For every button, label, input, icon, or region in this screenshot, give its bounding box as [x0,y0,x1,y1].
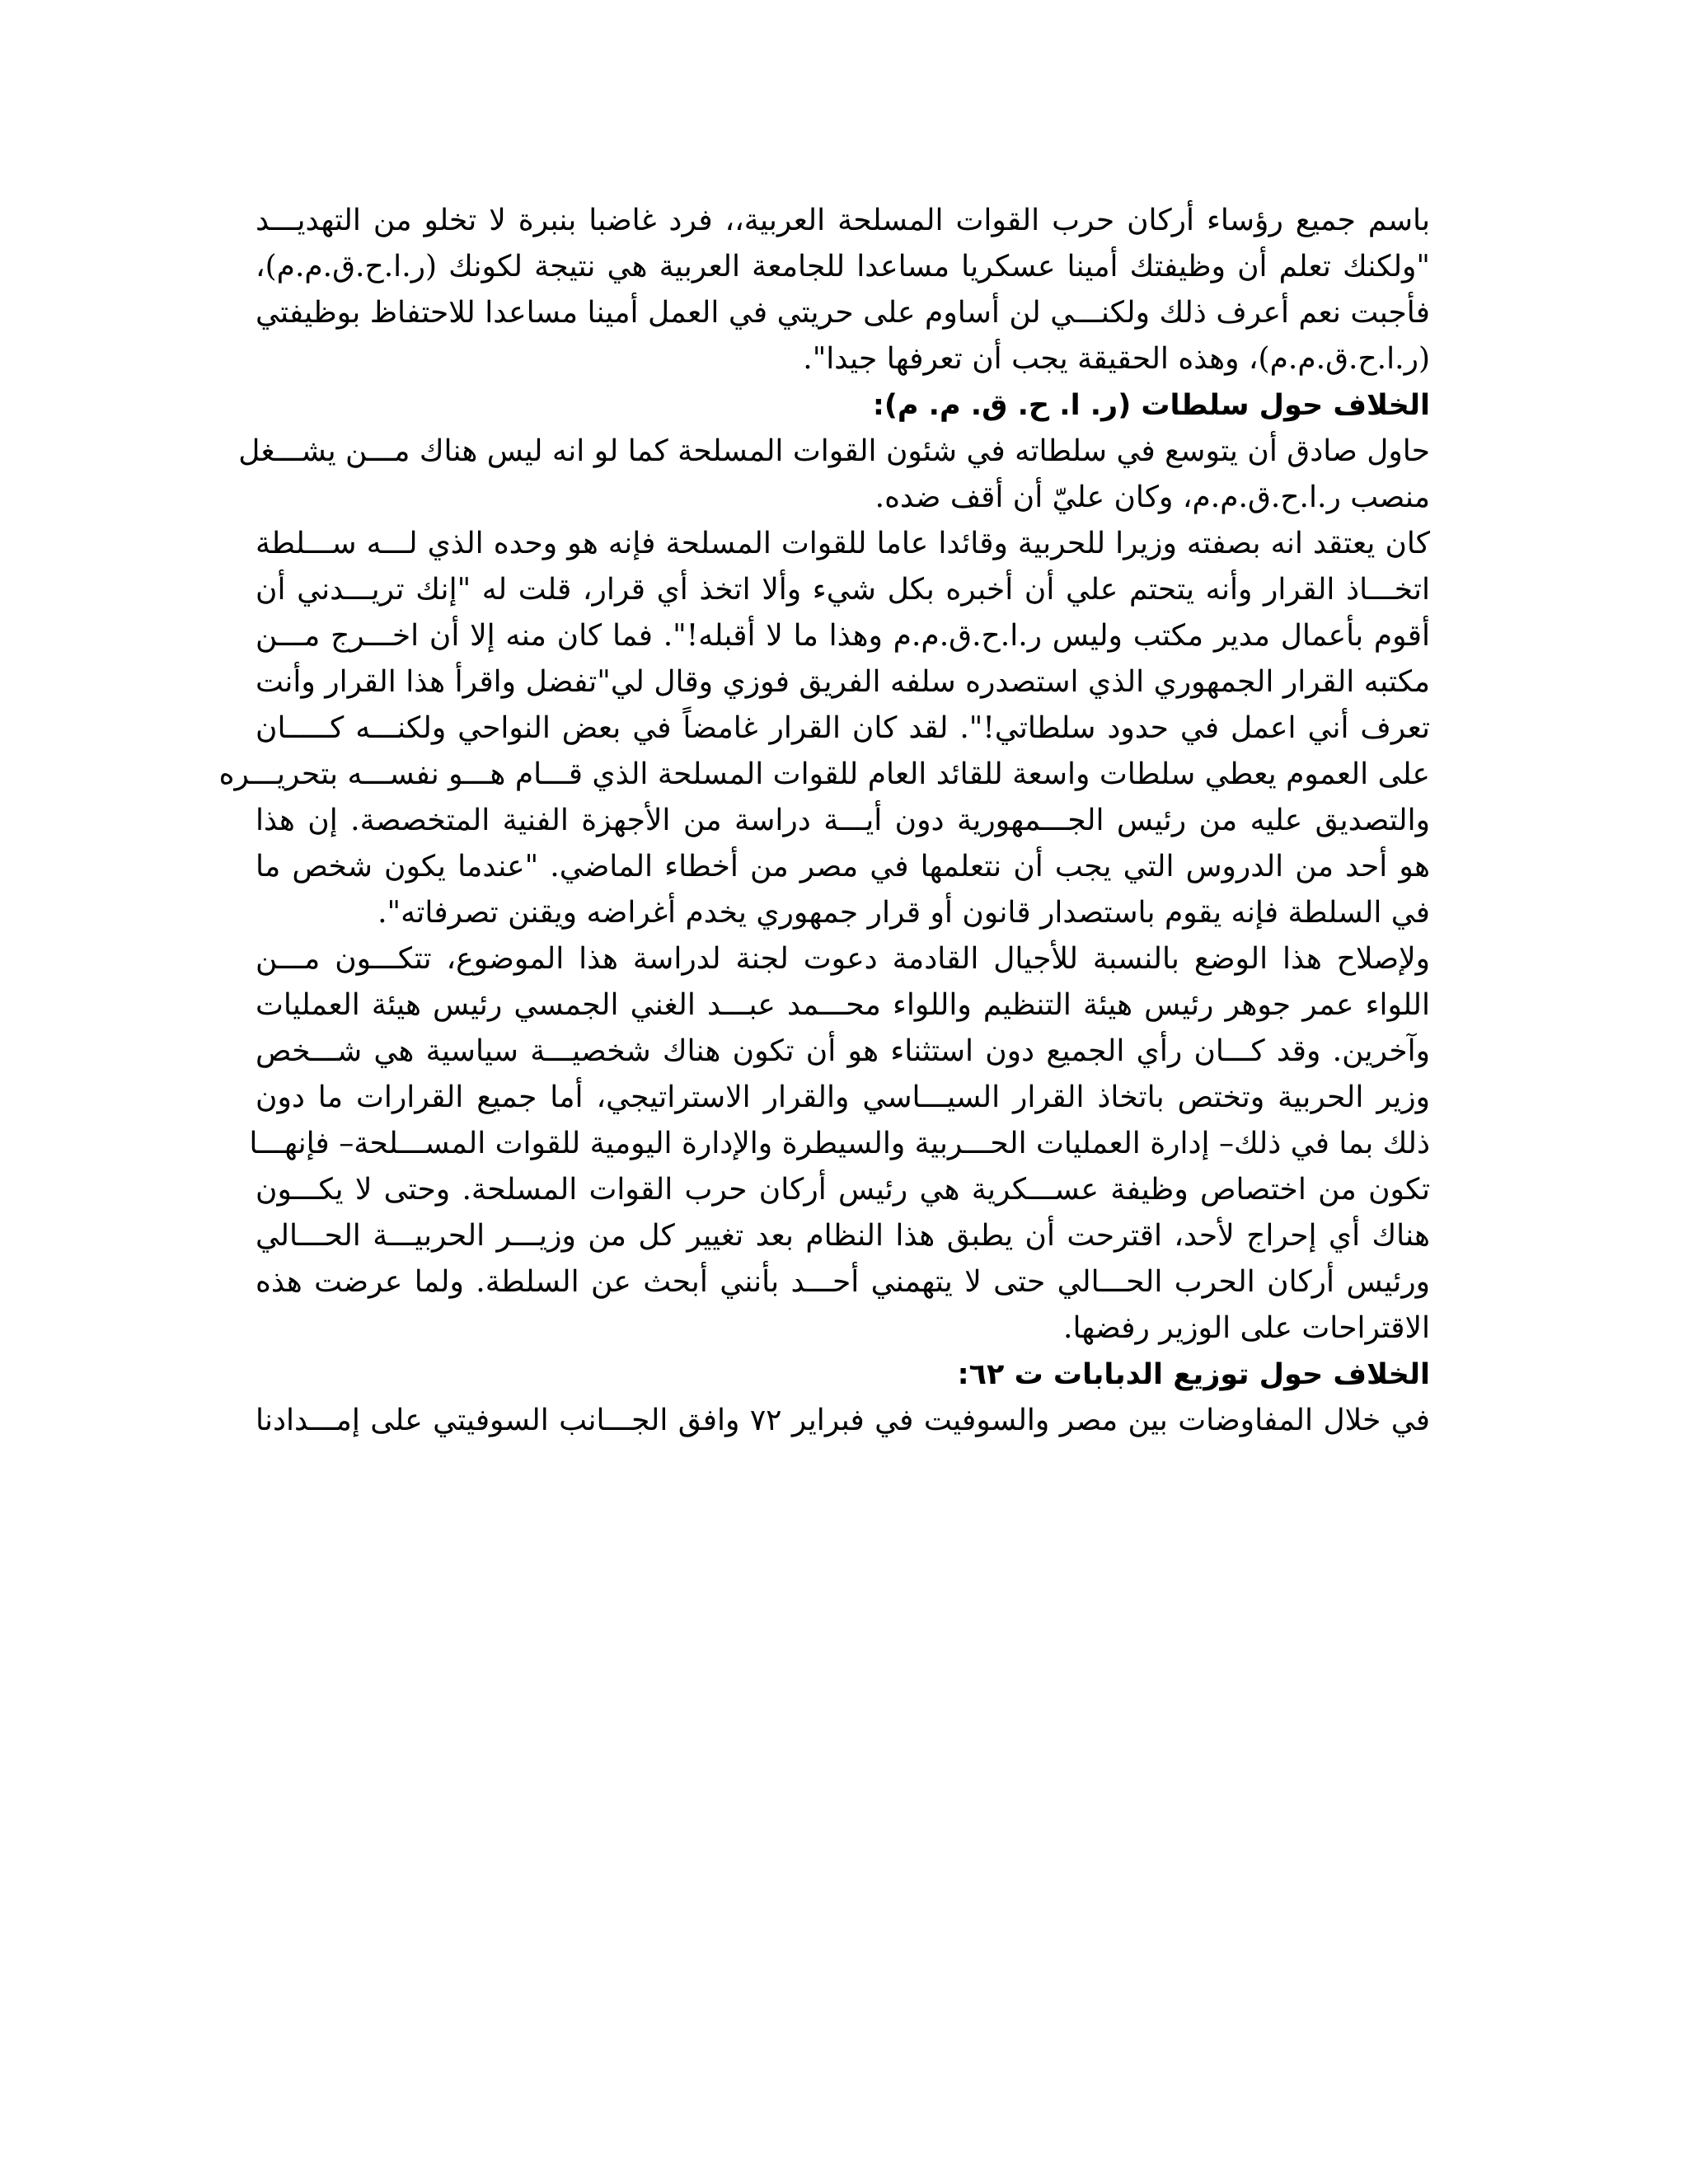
paragraph-2 [238,429,1430,521]
text-line: تعرف أني اعمل في حدود سلطاتي!". لقد كان القرار غامضاً في بعض النواحي ولكنـــه كـــــان [256,711,1430,745]
text-line: في السلطة فإنه يقوم باستصدار قانون أو قرار جمهوري يخدم أغراضه ويقنن تصرفاته". [377,896,1430,930]
text-line: في خلال المفاوضات بين مصر والسوفيت في فبراير ٧٢ وافق الجـــانب السوفيتي على إمـــدادنا [256,1404,1430,1437]
paragraph-5 [256,1398,1430,1444]
text-line: (ر.ا.ح.ق.م.م)، وهذه الحقيقة يجب أن تعرفها جيدا". [803,342,1430,376]
text-line: هو أحد من الدروس التي يجب أن نتعلمها في مصر من أخطاء الماضي. "عندما يكون شخص ما [256,850,1430,883]
text-line: حاول صادق أن يتوسع في سلطاته في شئون القوات المسلحة كما لو انه ليس هناك مـــن يشـــغل [238,434,1430,468]
text-line: مكتبه القرار الجمهوري الذي استصدره سلفه الفريق فوزي وقال لي"تفضل واقرأ هذا القرار وأنت [256,665,1430,699]
text-line: ورئيس أركان الحرب الحـــالي حتى لا يتهمني أحـــد بأنني أبحث عن السلطة. ولما عرضت هذه [256,1265,1430,1299]
text-line: تكون من اختصاص وظيفة عســـكرية هي رئيس أركان حرب القوات المسلحة. وحتى لا يكـــون [256,1173,1431,1207]
section-heading-authority: الخلاف حول سلطات (ر. ا. ح. ق. م. م): [872,389,1430,422]
document-page [218,198,1431,1444]
paragraph-3 [218,521,1430,936]
text-line: وزير الحربية وتختص باتخاذ القرار السيـــاسي والقرار الاستراتيجي، أما جميع القرارات ما دون [256,1080,1430,1114]
text-line: باسم جميع رؤساء أركان حرب القوات المسلحة العربية،، فرد غاضبا بنبرة لا تخلو من التهديـــد [256,204,1430,237]
text-line: كان يعتقد انه بصفته وزيرا للحربية وقائدا عاما للقوات المسلحة فإنه هو وحده الذي لـــه ســـلطة [256,527,1430,560]
text-line: والتصديق عليه من رئيس الجـــمهورية دون أيـــة دراسة من الأجهزة الفنية المتخصصة. إن هذا [256,804,1430,837]
text-line: اللواء عمر جوهر رئيس هيئة التنظيم واللواء محـــمد عبـــد الغني الجمسي رئيس هيئة العمليات [256,988,1430,1022]
text-line: ذلك بما في ذلك– إدارة العمليات الحـــربية والسيطرة والإدارة اليومية للقوات المســـلحة– فإنهـــا [249,1127,1430,1160]
text-line: اتخـــاذ القرار وأنه يتحتم علي أن أخبره بكل شيء وألا اتخذ أي قرار، قلت له "إنك تريـــدني أن [256,573,1430,607]
paragraph-1 [256,198,1430,382]
paragraph-4 [249,936,1431,1352]
text-line: وآخرين. وقد كـــان رأي الجميع دون استثناء هو أن تكون هناك شخصيـــة سياسية هي شـــخص [256,1034,1430,1068]
text-line: فأجبت نعم أعرف ذلك ولكنـــي لن أساوم على حريتي في العمل أمينا مساعدا للاحتفاظ بوظيفتي [256,296,1430,330]
text-line: على العموم يعطي سلطات واسعة للقائد العام للقوات المسلحة الذي قـــام هـــو نفســـه بتحريـــره [218,757,1430,791]
text-line: منصب ر.ا.ح.ق.م.م، وكان عليّ أن أقف ضده. [874,480,1430,514]
text-line: "ولكنك تعلم أن وظيفتك أمينا عسكريا مساعدا للجامعة العربية هي نتيجة لكونك (ر.ا.ح.ق.م.م)، [256,250,1430,284]
text-line: ولإصلاح هذا الوضع بالنسبة للأجيال القادمة دعوت لجنة لدراسة هذا الموضوع، تتكـــون مـــن [256,942,1430,976]
text-line: هناك أي إحراج لأحد، اقترحت أن يطبق هذا النظام بعد تغيير كل من وزيـــر الحربيـــة الحـــالي [256,1219,1430,1253]
text-line: الاقتراحات على الوزير رفضها. [1063,1311,1430,1345]
section-heading-tanks: الخلاف حول توزيع الدبابات ت ٦٢: [957,1358,1430,1391]
text-line: أقوم بأعمال مدير مكتب وليس ر.ا.ح.ق.م.م وهذا ما لا أقبله!". فما كان منه إلا أن اخـــرج مـــن [256,619,1430,653]
